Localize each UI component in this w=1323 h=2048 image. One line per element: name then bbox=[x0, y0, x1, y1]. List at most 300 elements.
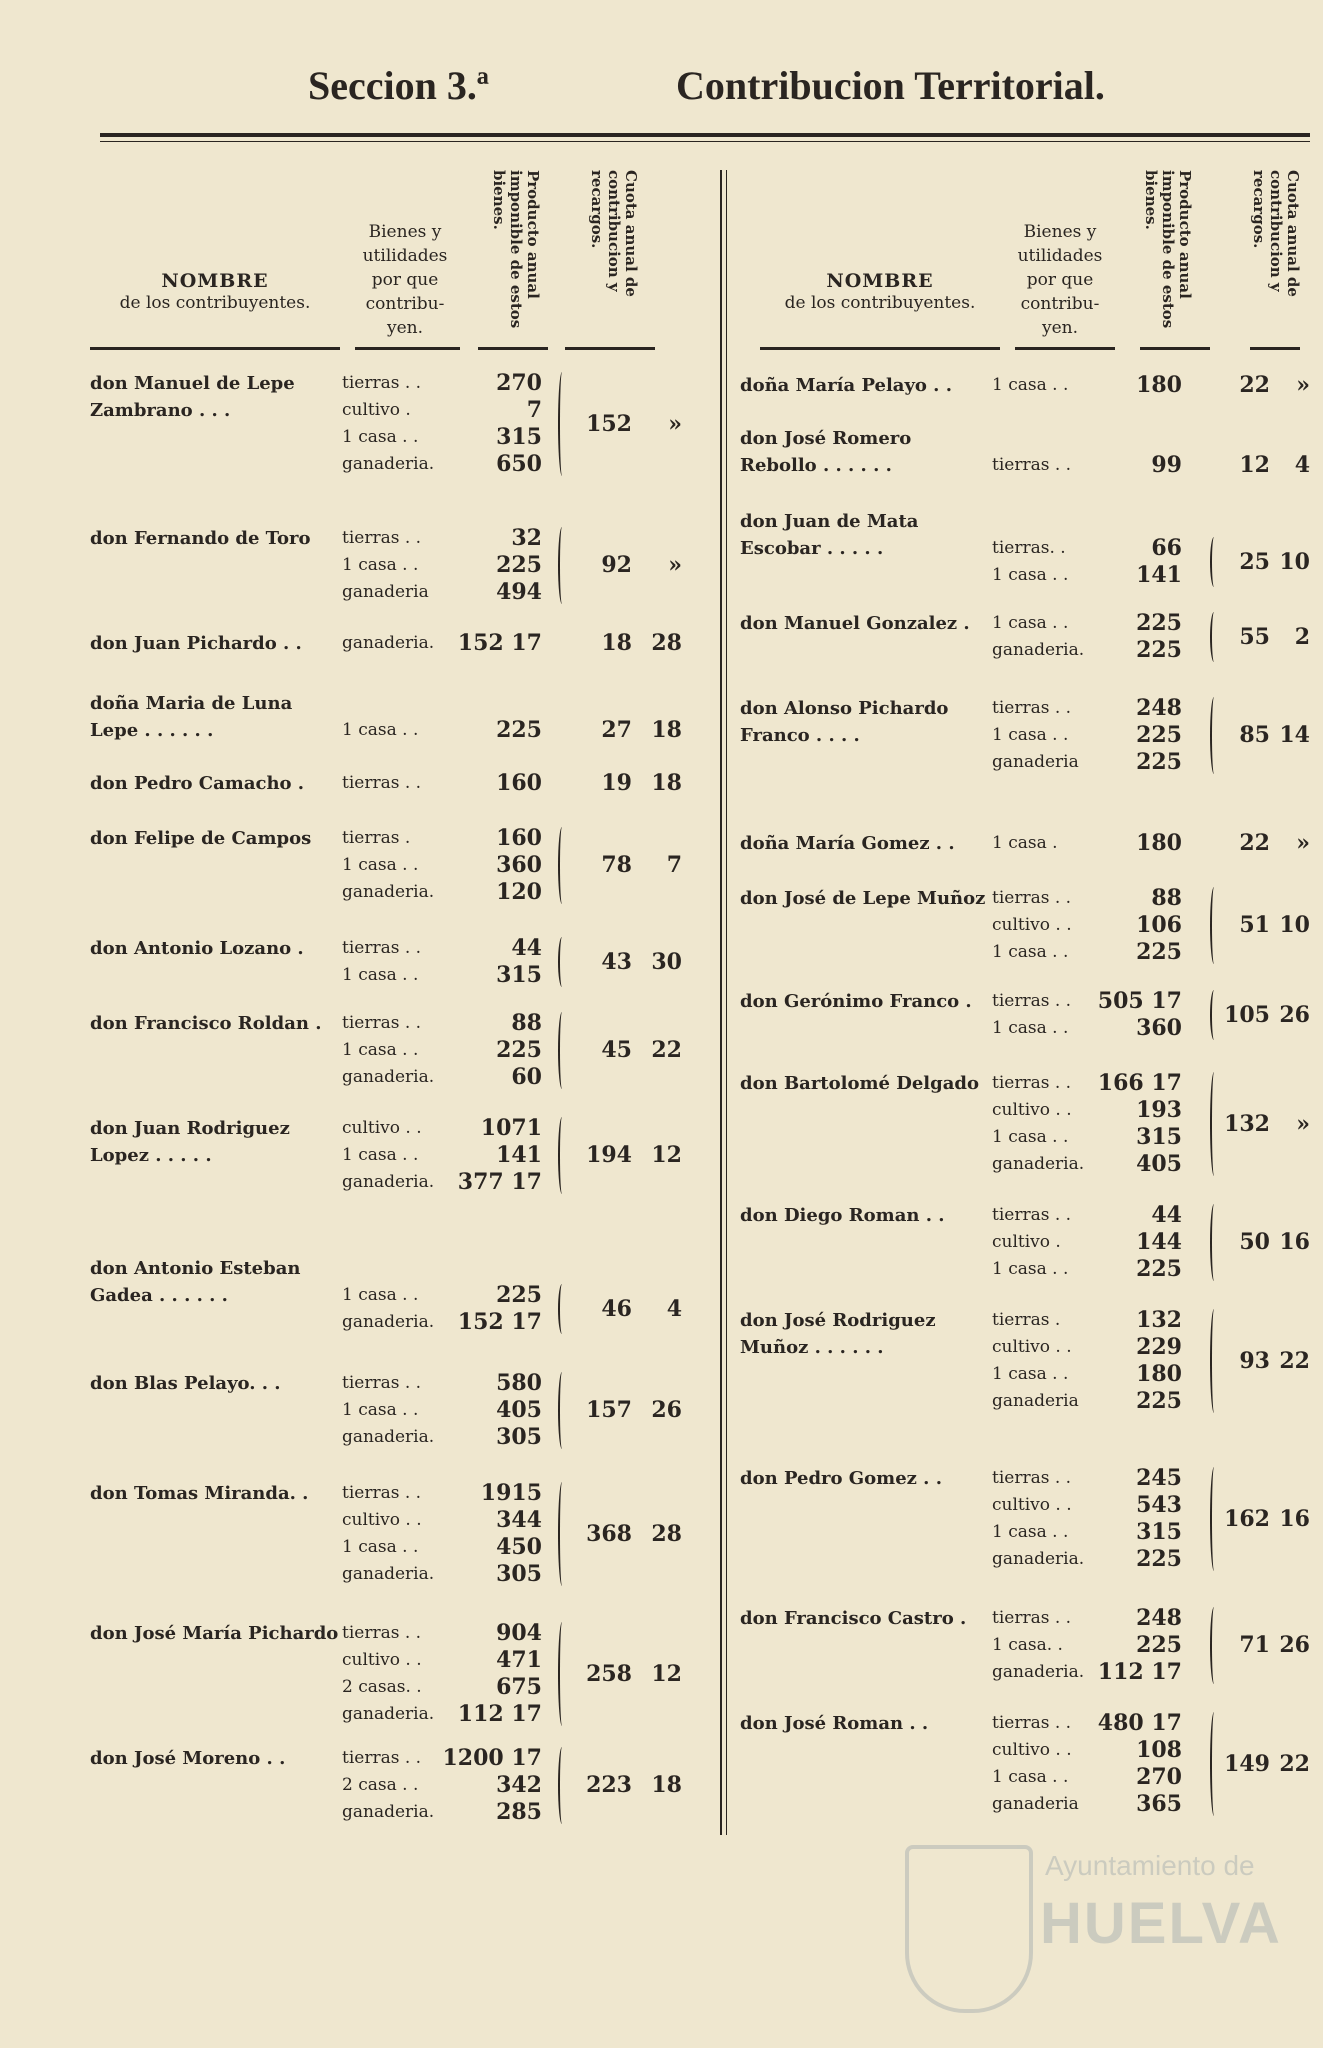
property-type: ganaderia bbox=[342, 582, 429, 602]
property-type: ganaderia. bbox=[992, 1662, 1085, 1682]
property-value: 480 17 bbox=[1097, 1710, 1182, 1736]
quota-amount: 19 bbox=[601, 770, 632, 796]
annual-quota bbox=[560, 717, 682, 743]
hdr-bienes-l3: por que bbox=[371, 270, 439, 290]
property-type: tierras . . bbox=[992, 1468, 1072, 1488]
annual-quota bbox=[560, 1296, 682, 1322]
property-type: 1 casa . . bbox=[342, 1040, 419, 1060]
property-value: 650 bbox=[496, 451, 542, 477]
property-row bbox=[992, 1307, 1292, 1334]
property-row bbox=[992, 939, 1292, 966]
property-type: 1 casa . . bbox=[342, 965, 419, 985]
quota-amount: 22 bbox=[1239, 830, 1270, 856]
property-value: 66 bbox=[1151, 535, 1182, 561]
property-value: 88 bbox=[511, 1010, 542, 1036]
annual-quota bbox=[1210, 722, 1310, 748]
annual-quota bbox=[1210, 549, 1310, 575]
property-type: tierras . . bbox=[342, 938, 422, 958]
property-type: tierras . . bbox=[992, 1073, 1072, 1093]
quota-cents: 10 bbox=[1279, 912, 1310, 938]
quota-cents: 28 bbox=[651, 630, 682, 656]
contributor-name: don Fernando de Toro bbox=[90, 528, 311, 549]
property-value: 505 17 bbox=[1097, 988, 1182, 1014]
property-type: 1 casa . . bbox=[992, 613, 1069, 633]
quota-cents: 30 bbox=[651, 948, 682, 975]
property-value: 225 bbox=[1136, 749, 1182, 775]
quota-amount: 132 bbox=[1224, 1110, 1270, 1137]
property-row bbox=[342, 1480, 642, 1507]
property-type: tierras . bbox=[342, 828, 411, 848]
property-type: ganaderia. bbox=[992, 1549, 1085, 1569]
property-type: tierras . . bbox=[342, 773, 422, 793]
property-value: 360 bbox=[496, 852, 542, 878]
property-type: tierras . . bbox=[992, 1713, 1072, 1733]
property-value: 270 bbox=[496, 370, 542, 396]
quota-amount: 71 bbox=[1239, 1632, 1270, 1658]
contributor-name: don José Rodriguez Muñoz . . . . . . bbox=[740, 1310, 936, 1358]
property-value: 32 bbox=[511, 525, 542, 551]
annual-quota bbox=[560, 1661, 682, 1687]
quota-amount: 152 bbox=[586, 410, 632, 437]
property-type: tierras . . bbox=[992, 1608, 1072, 1628]
quota-cents: 22 bbox=[651, 1037, 682, 1063]
property-row bbox=[992, 1546, 1292, 1573]
annual-quota bbox=[1210, 1632, 1310, 1658]
property-value: 225 bbox=[496, 552, 542, 578]
property-type: cultivo . . bbox=[992, 1495, 1072, 1515]
property-value: 225 bbox=[1136, 1256, 1182, 1282]
property-value: 152 17 bbox=[457, 1309, 542, 1335]
property-type: ganaderia bbox=[992, 1391, 1079, 1411]
contributor-name: don José de Lepe Muñoz bbox=[740, 888, 986, 909]
property-value: 132 bbox=[1136, 1307, 1182, 1333]
city-shield-icon bbox=[905, 1845, 1033, 2013]
quota-amount: 85 bbox=[1239, 722, 1270, 748]
property-row bbox=[342, 1169, 642, 1196]
header-rule-thin bbox=[100, 141, 1310, 142]
hdr-bienes-l2: utilidades bbox=[362, 246, 448, 266]
property-row bbox=[992, 1070, 1292, 1097]
property-row bbox=[992, 1151, 1292, 1178]
quota-amount: 258 bbox=[586, 1660, 632, 1687]
property-row bbox=[342, 1424, 642, 1451]
property-row bbox=[342, 1064, 642, 1091]
contributor-name: don Manuel Gonzalez . bbox=[740, 613, 970, 634]
property-type: tierras. . bbox=[992, 538, 1066, 558]
property-value: 675 bbox=[496, 1674, 542, 1700]
quota-amount: 22 bbox=[1239, 372, 1270, 398]
property-value: 225 bbox=[1136, 1546, 1182, 1572]
property-value: 360 bbox=[1136, 1015, 1182, 1041]
header-name-col bbox=[90, 270, 340, 314]
property-type: tierras . . bbox=[342, 1373, 422, 1393]
property-type: ganaderia. bbox=[342, 1427, 435, 1447]
property-row bbox=[342, 1620, 642, 1647]
property-type: 1 casa . bbox=[992, 833, 1058, 853]
header-rule-bienes bbox=[355, 347, 460, 350]
property-value: 315 bbox=[1136, 1519, 1182, 1545]
watermark-line2: HUELVA bbox=[1040, 1891, 1282, 1956]
contributor-name: don Juan de Mata Escobar . . . . . bbox=[740, 511, 919, 559]
property-type: cultivo . . bbox=[342, 1118, 422, 1138]
annual-quota bbox=[560, 1521, 682, 1547]
section-label: Seccion 3.ª bbox=[308, 63, 489, 108]
property-type: 1 casa . . bbox=[342, 1285, 419, 1305]
contributor-name: don José Roman . . bbox=[740, 1713, 929, 1734]
property-value: 305 bbox=[496, 1424, 542, 1450]
property-value: 225 bbox=[1136, 637, 1182, 663]
contributor-name: doña María Pelayo . . bbox=[740, 375, 952, 396]
property-row bbox=[992, 885, 1292, 912]
property-value: 88 bbox=[1151, 885, 1182, 911]
property-type: 1 casa . . bbox=[342, 1145, 419, 1165]
property-type: tierras . . bbox=[342, 1748, 422, 1768]
property-value: 580 bbox=[496, 1370, 542, 1396]
property-row bbox=[342, 1745, 642, 1772]
property-value: 44 bbox=[511, 935, 542, 961]
quota-amount: 27 bbox=[601, 717, 632, 743]
property-value: 160 bbox=[496, 770, 542, 796]
header-rule-bienes-right bbox=[1015, 347, 1115, 350]
property-type: 1 casa . . bbox=[992, 375, 1069, 395]
contributor-name: doña María Gomez . . bbox=[740, 833, 955, 854]
property-row bbox=[342, 525, 642, 552]
header-name-col-right bbox=[760, 270, 1000, 314]
quota-cents: 4 bbox=[666, 1295, 682, 1322]
annual-quota bbox=[560, 1772, 682, 1798]
annual-quota bbox=[1210, 372, 1310, 398]
annual-quota bbox=[560, 770, 682, 796]
property-type: ganaderia. bbox=[342, 882, 435, 902]
property-value: 225 bbox=[1136, 939, 1182, 965]
property-row bbox=[342, 1370, 642, 1397]
property-value: 245 bbox=[1136, 1465, 1182, 1491]
annual-quota bbox=[560, 552, 682, 578]
header-name-sub-right: de los contribuyentes. bbox=[784, 293, 976, 313]
annual-quota bbox=[560, 1397, 682, 1423]
quota-cents: 22 bbox=[1279, 1347, 1310, 1374]
right-column-header bbox=[760, 160, 1315, 350]
contributor-name: don José Moreno . . bbox=[90, 1748, 286, 1769]
property-value: 315 bbox=[496, 424, 542, 450]
annual-quota bbox=[1210, 1002, 1310, 1028]
quota-cents: 12 bbox=[651, 1660, 682, 1687]
header-cuota-col: Cuota anual de contribucion y recargos. bbox=[588, 170, 640, 297]
property-value: 225 bbox=[496, 717, 542, 743]
property-value: 543 bbox=[1136, 1492, 1182, 1518]
property-type: cultivo . bbox=[992, 1232, 1061, 1252]
property-value: 144 bbox=[1136, 1229, 1182, 1255]
property-value: 180 bbox=[1136, 372, 1182, 398]
property-type: ganaderia bbox=[992, 752, 1079, 772]
property-row bbox=[992, 749, 1292, 776]
property-type: 1 casa . . bbox=[992, 1522, 1069, 1542]
column-divider-thin bbox=[726, 170, 727, 1835]
property-type: cultivo . . bbox=[992, 1337, 1072, 1357]
property-type: tierras . . bbox=[992, 888, 1072, 908]
property-value: 305 bbox=[496, 1561, 542, 1587]
property-value: 108 bbox=[1136, 1737, 1182, 1763]
property-value: 450 bbox=[496, 1534, 542, 1560]
property-type: ganaderia. bbox=[342, 1704, 435, 1724]
property-value: 344 bbox=[496, 1507, 542, 1533]
property-value: 1915 bbox=[480, 1480, 542, 1506]
property-type: tierras . . bbox=[992, 698, 1072, 718]
property-type: ganaderia. bbox=[342, 1172, 435, 1192]
property-type: 1 casa . . bbox=[992, 725, 1069, 745]
quota-cents: 16 bbox=[1279, 1229, 1310, 1255]
property-row bbox=[992, 1256, 1292, 1283]
header-name-title: NOMBRE bbox=[161, 270, 269, 292]
property-value: 166 17 bbox=[1097, 1070, 1182, 1096]
contributor-name: doña Maria de Luna Lepe . . . . . . bbox=[90, 693, 293, 741]
quota-cents: » bbox=[1296, 1110, 1310, 1137]
hdr-bienes-r1: Bienes y bbox=[1023, 222, 1097, 242]
property-type: tierras . . bbox=[342, 1013, 422, 1033]
property-type: 1 casa . . bbox=[342, 1537, 419, 1557]
property-type: 1 casa . . bbox=[342, 427, 419, 447]
property-type: ganaderia. bbox=[342, 1312, 435, 1332]
quota-amount: 50 bbox=[1239, 1229, 1270, 1255]
left-column-header bbox=[90, 160, 690, 350]
property-type: tierras . . bbox=[992, 991, 1072, 1011]
contributor-name: don Alonso Pichardo Franco . . . . bbox=[740, 698, 949, 746]
quota-cents: 26 bbox=[651, 1397, 682, 1423]
property-value: 225 bbox=[1136, 610, 1182, 636]
quota-cents: 7 bbox=[666, 852, 682, 878]
property-type: ganaderia. bbox=[342, 633, 435, 653]
huelva-watermark bbox=[905, 1840, 1282, 2020]
annual-quota bbox=[1210, 1751, 1310, 1777]
property-row bbox=[342, 879, 642, 906]
property-value: 44 bbox=[1151, 1202, 1182, 1228]
property-type: ganaderia. bbox=[342, 1067, 435, 1087]
annual-quota bbox=[1210, 1348, 1310, 1374]
contributor-name: don Pedro Gomez . . bbox=[740, 1468, 942, 1489]
quota-amount: 55 bbox=[1239, 623, 1270, 650]
quota-cents: 18 bbox=[651, 717, 682, 743]
property-value: 193 bbox=[1136, 1097, 1182, 1123]
quota-cents: 2 bbox=[1294, 623, 1310, 650]
property-type: 1 casa . . bbox=[992, 1364, 1069, 1384]
property-value: 180 bbox=[1136, 1361, 1182, 1387]
property-type: 1 casa . . bbox=[992, 1127, 1069, 1147]
header-rule-name bbox=[90, 347, 340, 350]
property-row bbox=[342, 1561, 642, 1588]
header-bienes-col bbox=[350, 220, 460, 340]
property-type: 1 casa . . bbox=[992, 1259, 1069, 1279]
header-bienes-col-right bbox=[1005, 220, 1115, 340]
quota-amount: 157 bbox=[586, 1397, 632, 1423]
quota-cents: 26 bbox=[1279, 1632, 1310, 1658]
property-value: 112 17 bbox=[1097, 1659, 1182, 1685]
quota-cents: 22 bbox=[1279, 1750, 1310, 1777]
property-type: ganaderia. bbox=[342, 454, 435, 474]
watermark-line1: Ayuntamiento de bbox=[1045, 1850, 1255, 1881]
contributor-name: don Manuel de Lepe Zambrano . . . bbox=[90, 373, 295, 421]
property-type: 1 casa . . bbox=[992, 942, 1069, 962]
quota-cents: 26 bbox=[1279, 1001, 1310, 1028]
property-row bbox=[992, 1791, 1292, 1818]
contributor-name: don Diego Roman . . bbox=[740, 1205, 945, 1226]
property-value: 494 bbox=[496, 579, 542, 605]
contributor-name: don Francisco Castro . bbox=[740, 1608, 967, 1629]
property-value: 160 bbox=[496, 825, 542, 851]
property-value: 471 bbox=[496, 1647, 542, 1673]
property-value: 60 bbox=[511, 1064, 542, 1090]
annual-quota bbox=[560, 949, 682, 975]
quota-amount: 194 bbox=[586, 1142, 632, 1168]
property-row bbox=[992, 1659, 1292, 1686]
property-value: 405 bbox=[1136, 1151, 1182, 1177]
property-type: 1 casa . . bbox=[342, 855, 419, 875]
property-type: cultivo . . bbox=[342, 1650, 422, 1670]
property-type: tierras . . bbox=[342, 528, 422, 548]
property-value: 225 bbox=[1136, 1388, 1182, 1414]
quota-cents: » bbox=[1296, 830, 1310, 856]
property-row bbox=[342, 1799, 642, 1826]
header-cuota-col-right: Cuota anual de contribucion y recargos. bbox=[1250, 170, 1302, 297]
property-row bbox=[992, 1465, 1292, 1492]
quota-cents: 14 bbox=[1279, 722, 1310, 748]
page-title: Contribucion Territorial. bbox=[676, 63, 1105, 108]
quota-amount: 18 bbox=[601, 630, 632, 656]
annual-quota bbox=[1210, 912, 1310, 938]
property-row bbox=[992, 1710, 1292, 1737]
contributor-name: don Tomas Miranda. . bbox=[90, 1483, 309, 1504]
annual-quota bbox=[1210, 1506, 1310, 1532]
quota-amount: 93 bbox=[1239, 1347, 1270, 1374]
annual-quota bbox=[1210, 1229, 1310, 1255]
quota-amount: 51 bbox=[1239, 912, 1270, 938]
quota-cents: » bbox=[668, 552, 682, 578]
header-rule bbox=[100, 133, 1310, 137]
property-row bbox=[342, 825, 642, 852]
property-row bbox=[342, 1010, 642, 1037]
quota-cents: 28 bbox=[651, 1520, 682, 1547]
contributor-name: don Gerónimo Franco . bbox=[740, 991, 972, 1012]
property-value: 106 bbox=[1136, 912, 1182, 938]
property-row bbox=[992, 1605, 1292, 1632]
quota-amount: 45 bbox=[601, 1037, 632, 1063]
property-type: 1 casa. . bbox=[992, 1635, 1063, 1655]
property-value: 7 bbox=[526, 397, 542, 423]
quota-cents: » bbox=[668, 410, 682, 437]
property-type: tierras . . bbox=[342, 1483, 422, 1503]
quota-cents: 12 bbox=[651, 1142, 682, 1168]
quota-cents: » bbox=[1296, 372, 1310, 398]
property-row bbox=[992, 1202, 1292, 1229]
hdr-bienes-r5: yen. bbox=[1041, 318, 1079, 338]
header-rule-name-right bbox=[760, 347, 1000, 350]
property-type: tierras . . bbox=[992, 1205, 1072, 1225]
page-header bbox=[0, 62, 1323, 122]
header-name-title-right: NOMBRE bbox=[826, 270, 934, 292]
contributor-name: don Pedro Camacho . bbox=[90, 773, 305, 794]
property-type: cultivo . bbox=[342, 400, 411, 420]
property-type: 1 casa . . bbox=[992, 1018, 1069, 1038]
contributor-name: don José Romero Rebollo . . . . . . bbox=[740, 428, 912, 476]
property-value: 248 bbox=[1136, 1605, 1182, 1631]
property-value: 315 bbox=[496, 962, 542, 988]
property-row bbox=[342, 1115, 642, 1142]
quota-amount: 43 bbox=[601, 948, 632, 975]
property-type: 1 casa . . bbox=[992, 1767, 1069, 1787]
header-rule-cuota bbox=[565, 347, 655, 350]
hdr-bienes-r3: por que bbox=[1026, 270, 1094, 290]
annual-quota bbox=[560, 1037, 682, 1063]
property-value: 904 bbox=[496, 1620, 542, 1646]
header-rule-producto bbox=[478, 347, 548, 350]
quota-amount: 46 bbox=[601, 1295, 632, 1322]
property-row bbox=[342, 451, 642, 478]
property-value: 141 bbox=[1136, 562, 1182, 588]
contributor-name: don José María Pichardo bbox=[90, 1623, 339, 1644]
annual-quota bbox=[560, 411, 682, 437]
property-type: cultivo . . bbox=[992, 1740, 1072, 1760]
hdr-bienes-r4: contribu- bbox=[1020, 294, 1100, 314]
property-type: 1 casa . . bbox=[342, 1400, 419, 1420]
property-value: 1200 17 bbox=[442, 1745, 542, 1771]
quota-cents: 18 bbox=[651, 770, 682, 796]
property-value: 99 bbox=[1151, 452, 1182, 478]
property-value: 377 17 bbox=[457, 1169, 542, 1195]
quota-cents: 4 bbox=[1294, 452, 1310, 478]
property-value: 225 bbox=[496, 1282, 542, 1308]
property-type: ganaderia. bbox=[992, 1154, 1085, 1174]
header-producto-col-right: Producto anual imponible de estos bienes. bbox=[1142, 170, 1194, 329]
quota-amount: 12 bbox=[1239, 452, 1270, 478]
property-type: ganaderia. bbox=[992, 640, 1085, 660]
property-row bbox=[342, 370, 642, 397]
contributor-name: don Felipe de Campos bbox=[90, 828, 312, 849]
property-value: 285 bbox=[496, 1799, 542, 1825]
property-value: 270 bbox=[1136, 1764, 1182, 1790]
property-type: tierras . . bbox=[342, 1623, 422, 1643]
property-row bbox=[342, 1701, 642, 1728]
quota-amount: 105 bbox=[1224, 1001, 1270, 1028]
header-rule-cuota-right bbox=[1250, 347, 1300, 350]
quota-amount: 25 bbox=[1239, 548, 1270, 575]
hdr-bienes-r2: utilidades bbox=[1017, 246, 1103, 266]
column-divider bbox=[720, 170, 722, 1835]
property-type: 2 casas. . bbox=[342, 1677, 422, 1697]
quota-cents: 16 bbox=[1279, 1505, 1310, 1532]
property-value: 180 bbox=[1136, 830, 1182, 856]
property-type: cultivo . . bbox=[992, 1100, 1072, 1120]
quota-amount: 149 bbox=[1224, 1750, 1270, 1777]
quota-amount: 92 bbox=[601, 552, 632, 578]
property-value: 225 bbox=[1136, 1632, 1182, 1658]
header-producto-col: Producto anual imponible de estos bienes. bbox=[490, 170, 542, 329]
annual-quota bbox=[1210, 452, 1310, 478]
property-value: 229 bbox=[1136, 1334, 1182, 1360]
property-value: 405 bbox=[496, 1397, 542, 1423]
header-name-sub: de los contribuyentes. bbox=[119, 293, 311, 313]
property-value: 1071 bbox=[480, 1115, 542, 1141]
quota-cents: 10 bbox=[1279, 548, 1310, 575]
property-row bbox=[992, 1388, 1292, 1415]
property-type: 1 casa . . bbox=[992, 565, 1069, 585]
property-type: cultivo . . bbox=[342, 1510, 422, 1530]
property-type: cultivo . . bbox=[992, 915, 1072, 935]
annual-quota bbox=[560, 852, 682, 878]
property-type: ganaderia. bbox=[342, 1564, 435, 1584]
hdr-bienes-l5: yen. bbox=[386, 318, 424, 338]
property-type: 1 casa . . bbox=[342, 720, 419, 740]
property-value: 225 bbox=[1136, 722, 1182, 748]
property-type: 1 casa . . bbox=[342, 555, 419, 575]
